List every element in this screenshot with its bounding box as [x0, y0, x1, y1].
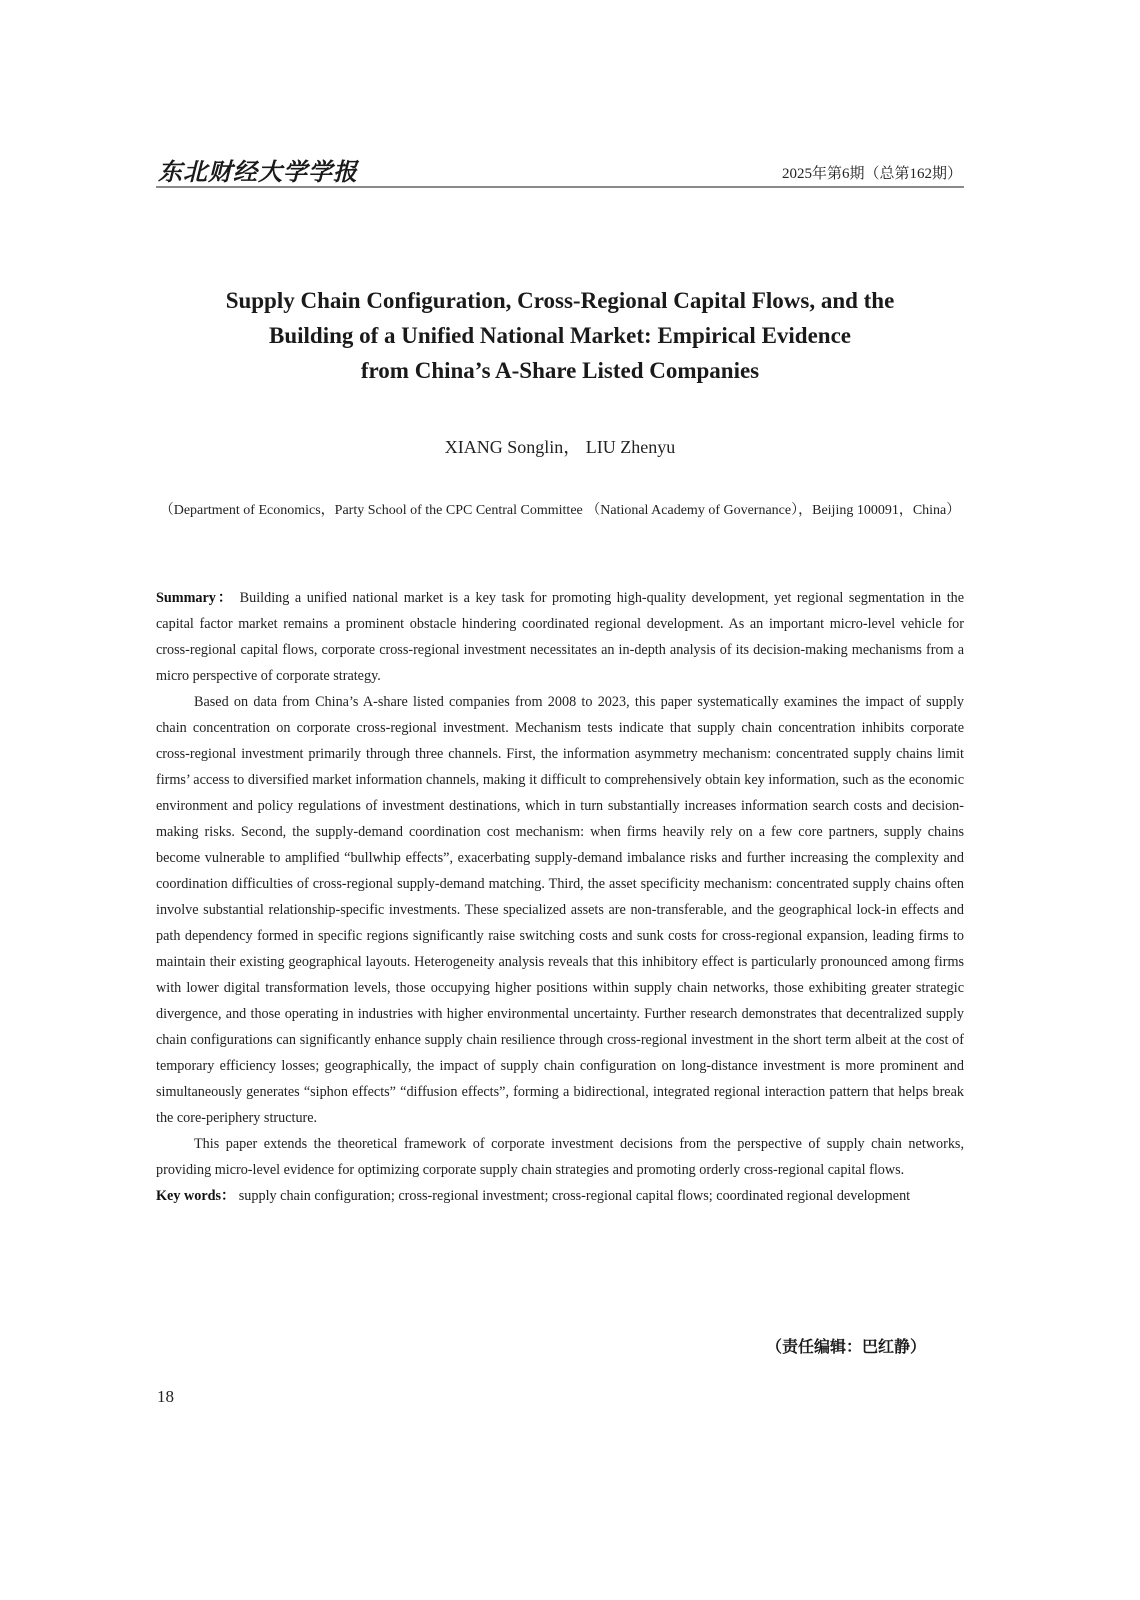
- issue-info: 2025年第6期（总第162期）: [781, 166, 962, 182]
- page-number: 18: [157, 1387, 174, 1406]
- article-title: [156, 283, 964, 388]
- journal-name: 东北财经大学学报: [158, 157, 358, 186]
- affiliation: （Department of Economics，Party School of the CPC Central Committee （National Academy of Governance），Beijing 100091，China）: [159, 503, 961, 518]
- title-line: Building of a Unified National Market: Empirical Evidence: [268, 323, 852, 348]
- abstract: [156, 585, 964, 1209]
- page-header: [156, 150, 964, 188]
- title-line: from China’s A-Share Listed Companies: [360, 358, 760, 383]
- keywords-label: Key words：: [156, 1188, 236, 1204]
- summary-paragraph: [156, 585, 964, 689]
- keywords-paragraph: [156, 1183, 964, 1209]
- summary-label: Summary：: [156, 590, 235, 606]
- summary-text: Building a unified national market is a key task for promoting high-quality development, yet regional segmentation in the capital factor market remains a prominent obstacle hindering coordinated regional development. As an important micro-level vehicle for cross-regional capital flows, corporate cross-regional investment necessitates an in-depth analysis of its decision-making mechanisms from a micro perspective of corporate strategy.: [156, 590, 965, 684]
- editor-note: （责任编辑：巴红静）: [765, 1337, 926, 1356]
- keywords-text: supply chain configuration; cross-regional investment; cross-regional capital flows; coordinated regional development: [238, 1188, 911, 1204]
- summary-paragraph: This paper extends the theoretical framework of corporate investment decisions from the perspective of supply chain networks, providing micro-level evidence for optimizing corporate supply chain strategies and promoting orderly cross-regional capital flows.: [156, 1136, 964, 1178]
- summary-paragraph: Based on data from China’s A-share listed companies from 2008 to 2023, this paper systematically examines the impact of supply chain concentration on corporate cross-regional investment. Mechanism tests indicate that supply chain concentration inhibits corporate cross-regional investment primarily through three channels. First, the information asymmetry mechanism: concentrated supply chains limit firms’ access to diversified market information channels, making it difficult to comprehensively obtain key information, such as the economic environment and policy regulations of investment destinations, which in turn substantially increases information search costs and decision-making risks. Second, the supply-demand coordination cost mechanism: when firms heavily rely on a few core partners, supply chains become vulnerable to amplified “bullwhip effects”, exacerbating supply-demand imbalance risks and further increasing the complexity and coordination difficulties of cross-regional supply-demand matching. Third, the asset specificity mechanism: concentrated supply chains often involve substantial relationship-specific investments. These specialized assets are non-transferable, and the geographical lock-in effects and path dependency formed in specific regions significantly raise switching costs and sunk costs for cross-regional expansion, leading firms to maintain their existing geographical layouts. Heterogeneity analysis reveals that this inhibitory effect is particularly pronounced among firms with lower digital transformation levels, those occupying higher positions within supply chain networks, those exhibiting greater strategic divergence, and those operating in industries with higher environmental uncertainty. Further research demonstrates that decentralized supply chain configurations can significantly enhance supply chain resilience through cross-regional investment in the short term albeit at the cost of temporary efficiency losses; geographically, the impact of supply chain configuration on long-distance investment is more prominent and simultaneously generates “siphon effects” “diffusion effects”, forming a bidirectional, integrated regional interaction pattern that helps break the core-periphery structure.: [156, 694, 964, 1126]
- title-line: Supply Chain Configuration, Cross-Regional Capital Flows, and the: [225, 288, 895, 313]
- authors: XIANG Songlin， LIU Zhenyu: [444, 437, 676, 457]
